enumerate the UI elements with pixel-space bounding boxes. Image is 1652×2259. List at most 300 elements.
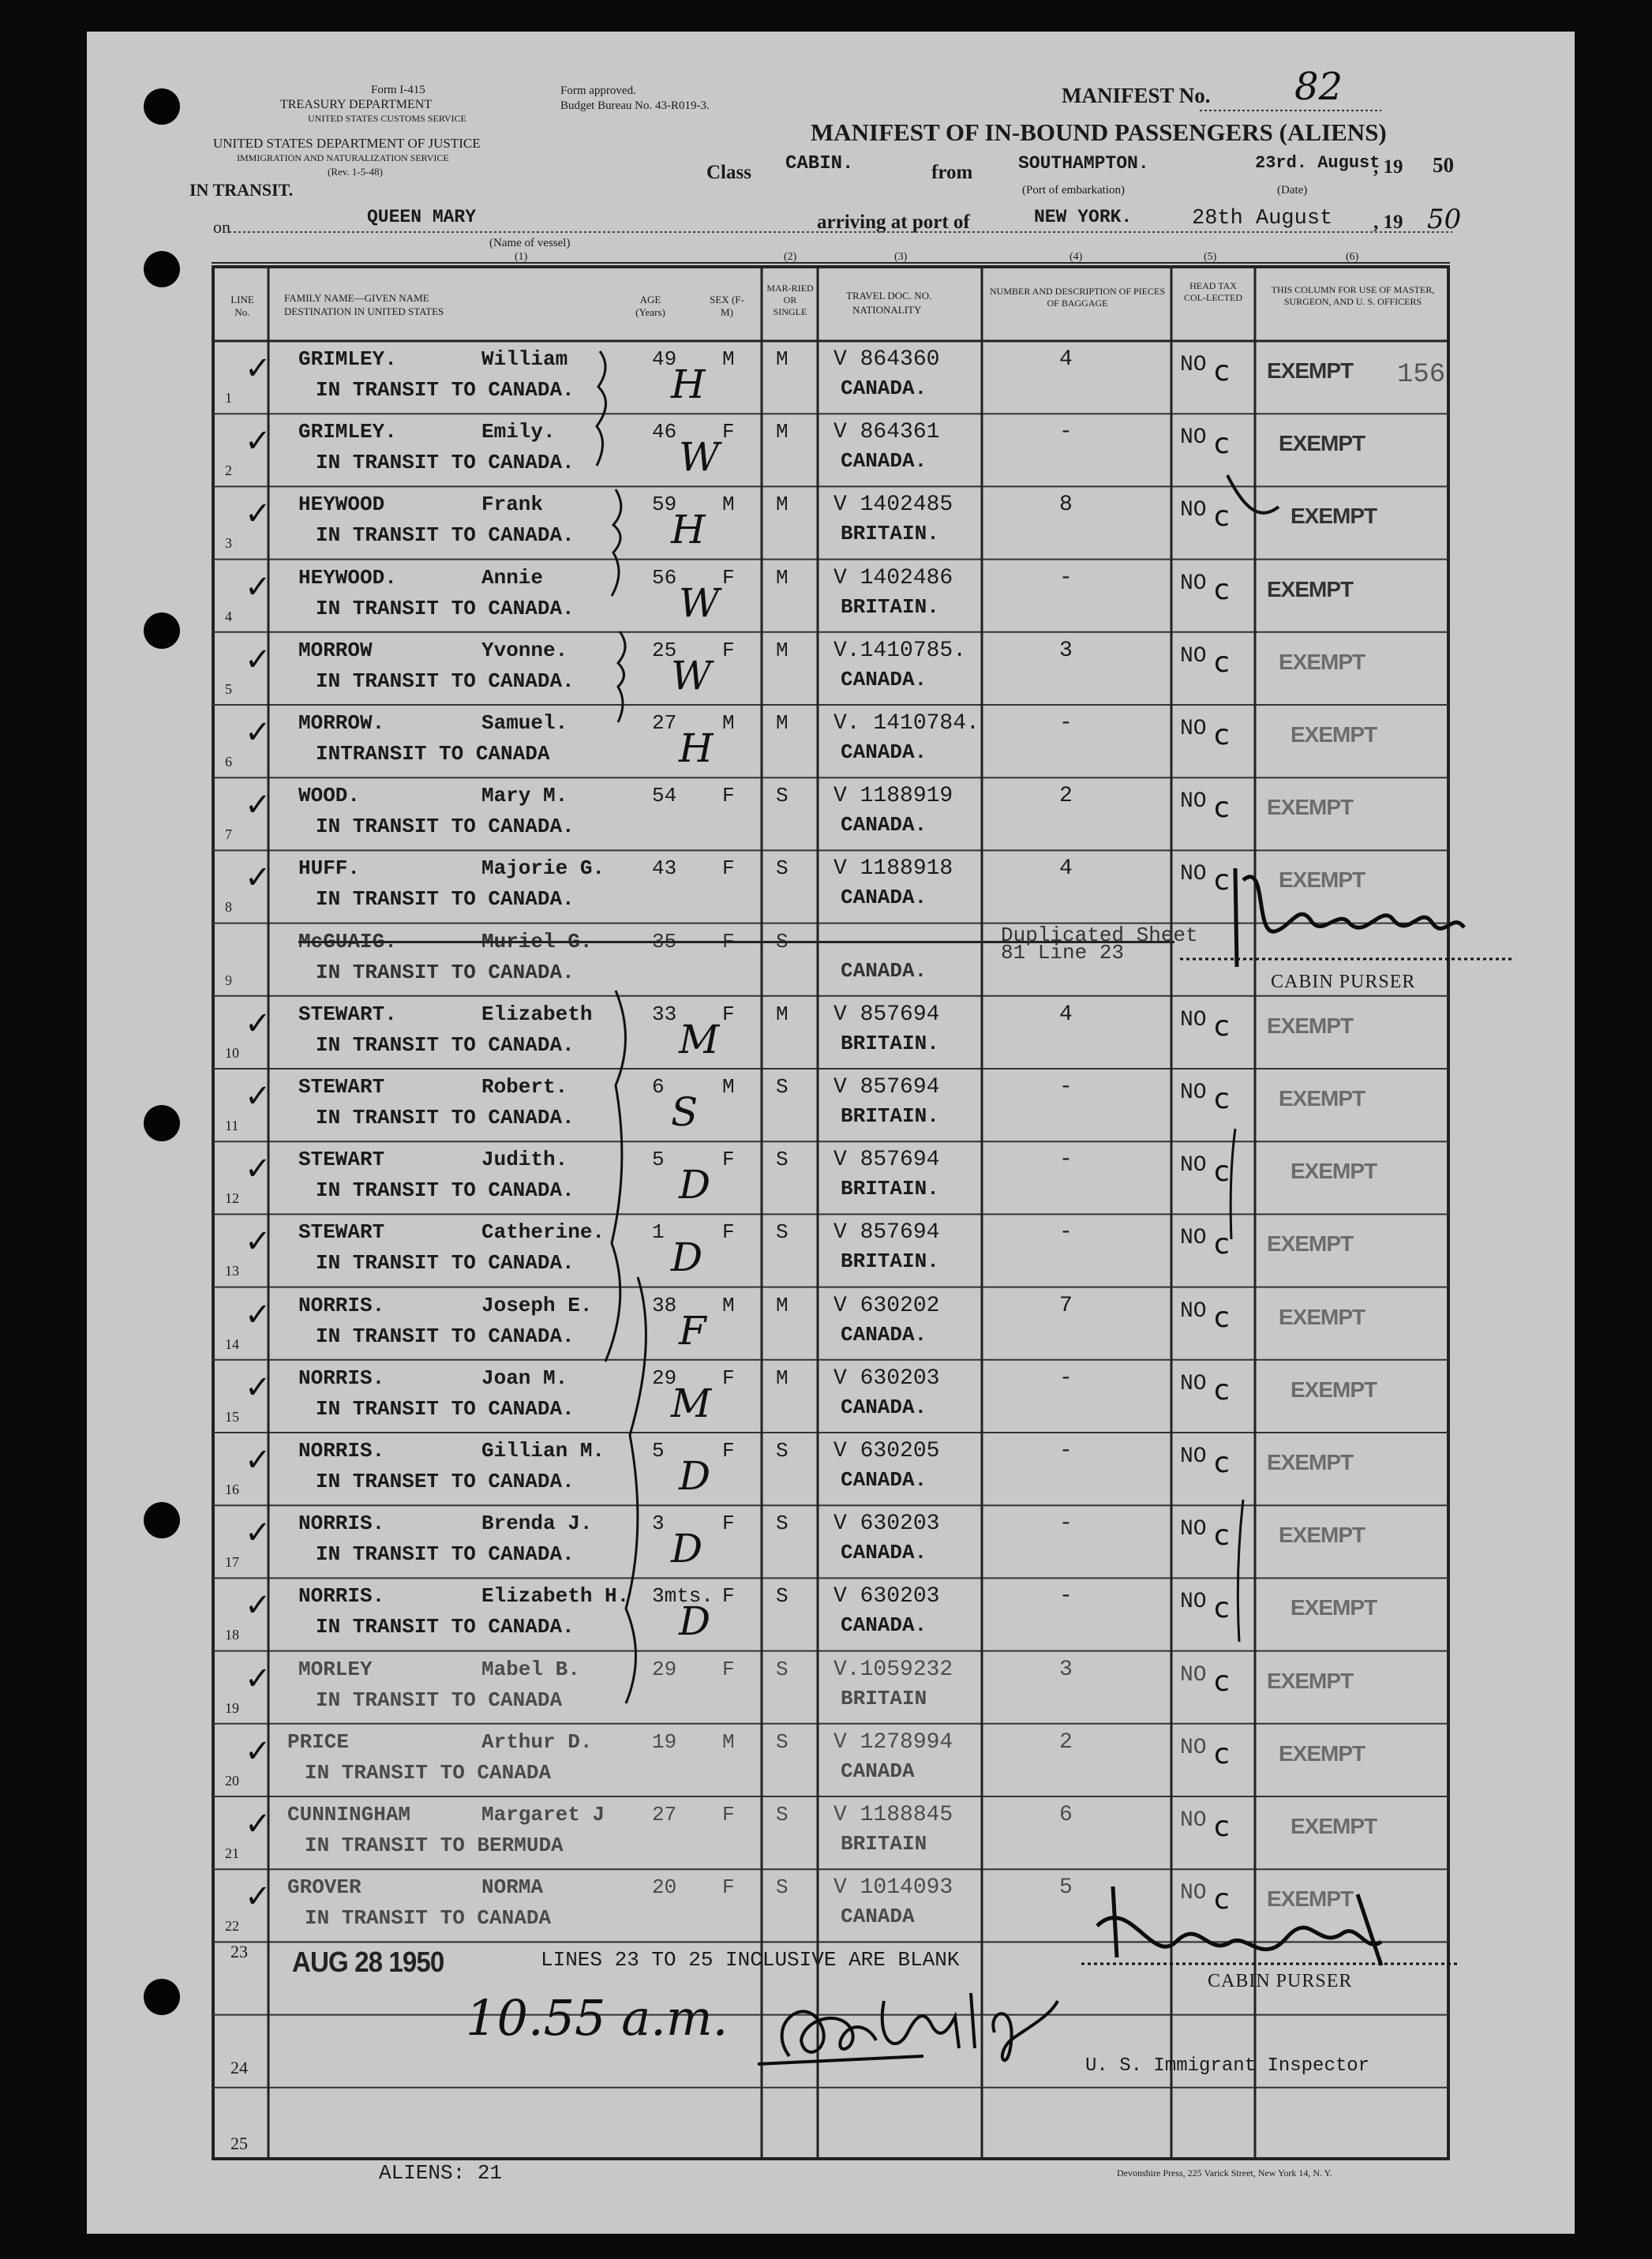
baggage-count: 3 <box>1059 638 1073 663</box>
handwritten-annotation: H <box>679 725 714 771</box>
exempt-stamp: EXEMPT <box>1279 1086 1365 1111</box>
given-name: Brenda J. <box>481 1512 593 1536</box>
exempt-stamp: EXEMPT <box>1291 504 1377 529</box>
exempt-stamp: EXEMPT <box>1279 649 1365 674</box>
given-name: Margaret J <box>481 1803 605 1826</box>
destination: IN TRANSIT TO CANADA. <box>316 960 575 984</box>
destination: IN TRANSIT TO CANADA <box>305 1906 552 1931</box>
baggage-count: - <box>1059 565 1073 590</box>
handwritten-annotation: W <box>679 579 720 626</box>
sex: F <box>722 1148 735 1172</box>
marital-status: S <box>776 1875 789 1900</box>
given-name: Annie <box>481 565 544 590</box>
exempt-stamp: EXEMPT <box>1279 867 1365 893</box>
marital-status: M <box>776 711 789 735</box>
destination: IN TRANSIT TO CANADA. <box>316 523 575 548</box>
destination: IN TRANSIT TO CANADA. <box>316 1615 575 1639</box>
nationality: BRITAIN. <box>841 1031 939 1055</box>
col-header-married: MAR-RIED OR SINGLE <box>766 283 814 317</box>
marital-status: S <box>776 1584 789 1609</box>
in-transit-label: IN TRANSIT. <box>189 180 294 200</box>
tick-mark-icon: ✓ <box>245 423 272 460</box>
handwritten-annotation: D <box>671 1234 703 1281</box>
sex: M <box>722 493 735 517</box>
tick-mark-icon: ✓ <box>245 787 272 824</box>
line-number: 3 <box>225 535 232 552</box>
destination: IN TRANSIT TO CANADA <box>305 1760 552 1785</box>
head-tax: NO <box>1180 1881 1207 1906</box>
family-name: PRICE <box>287 1729 350 1754</box>
sex: F <box>722 1366 735 1390</box>
age: 20 <box>652 1875 677 1900</box>
tick-mark-icon: ✓ <box>245 1660 272 1697</box>
handwritten-annotation: H <box>671 507 706 553</box>
destination: IN TRANSIT TO CANADA. <box>316 1251 575 1276</box>
travel-doc-number: V 1188919 <box>833 784 953 809</box>
handwritten-annotation: W <box>671 652 712 699</box>
tick-mark-icon: ✓ <box>245 496 272 533</box>
family-name: HUFF. <box>298 856 361 881</box>
nationality: CANADA. <box>841 813 927 837</box>
travel-doc-number: V 864361 <box>833 420 940 445</box>
tick-mark-icon: ✓ <box>245 1515 272 1552</box>
tick-mark-icon: ✓ <box>245 568 272 605</box>
sex: F <box>722 565 735 590</box>
col-header-travel-doc: TRAVEL DOC. NO. <box>846 290 932 302</box>
given-name: Emily. <box>481 420 556 444</box>
exempt-stamp: EXEMPT <box>1267 576 1354 601</box>
marital-status: S <box>776 1657 789 1681</box>
line-number: 19 <box>225 1699 239 1716</box>
family-name: NORRIS. <box>298 1366 385 1390</box>
head-tax: NO <box>1180 1517 1207 1542</box>
tax-check-icon: c <box>1214 1447 1230 1479</box>
col-number-5: (5) <box>1204 251 1217 263</box>
travel-doc-number: V 630202 <box>833 1293 940 1318</box>
manifest-label: MANIFEST No. <box>1062 84 1211 107</box>
exempt-stamp: EXEMPT <box>1279 1304 1365 1329</box>
nationality: CANADA <box>841 1905 915 1929</box>
marital-status: M <box>776 420 789 444</box>
tax-check-icon: c <box>1214 1883 1230 1916</box>
travel-doc-number: V 1188918 <box>833 856 953 882</box>
exempt-stamp: EXEMPT <box>1267 1886 1354 1912</box>
baggage-count: 3 <box>1059 1657 1073 1682</box>
nationality: CANADA. <box>841 1541 927 1565</box>
baggage-count: 6 <box>1059 1803 1073 1827</box>
marital-status: S <box>776 784 789 808</box>
family-name: HEYWOOD <box>298 493 385 517</box>
exempt-stamp: EXEMPT <box>1291 1595 1377 1620</box>
marital-status: S <box>776 856 789 881</box>
col-number-2: (2) <box>784 251 797 263</box>
nationality: CANADA. <box>841 740 927 764</box>
tick-mark-icon: ✓ <box>245 1296 272 1333</box>
tick-mark-icon: ✓ <box>245 1587 272 1624</box>
form-id: Form I-415 <box>371 84 425 96</box>
age: 3 <box>652 1512 665 1536</box>
departure-year: 50 <box>1433 153 1454 177</box>
nationality: BRITAIN. <box>841 1104 939 1128</box>
date-stamp: AUG 28 1950 <box>292 1946 444 1978</box>
vessel-name: QUEEN MARY <box>367 207 477 227</box>
ins-name: IMMIGRATION AND NATURALIZATION SERVICE <box>237 152 449 163</box>
col-header-line: LINE No. <box>230 294 254 318</box>
given-name: Catherine. <box>481 1220 605 1245</box>
col-header-nationality: NATIONALITY <box>852 304 922 316</box>
sex: M <box>722 347 735 371</box>
purser-signature-2 <box>1081 1879 1460 1981</box>
travel-doc-number: V 1402485 <box>833 493 953 518</box>
tick-mark-icon: ✓ <box>245 1733 272 1770</box>
exempt-stamp: EXEMPT <box>1267 1450 1354 1474</box>
line-number: 2 <box>225 463 232 479</box>
sex: F <box>722 1512 735 1536</box>
age: 43 <box>652 856 677 881</box>
age: 56 <box>652 565 677 590</box>
tax-check-icon: c <box>1214 428 1230 461</box>
sex: F <box>722 1803 735 1826</box>
family-name: STEWART <box>298 1220 385 1245</box>
date-caption: (Date) <box>1277 184 1308 197</box>
given-name: Arthur D. <box>481 1729 593 1754</box>
from-label: from <box>931 162 973 183</box>
line-number: 5 <box>225 680 232 697</box>
travel-doc-number: V 630203 <box>833 1512 940 1537</box>
tick-mark-icon: ✓ <box>245 1879 272 1916</box>
nationality: CANADA <box>841 1759 915 1783</box>
tax-check-icon: c <box>1214 355 1230 388</box>
baggage-count: 2 <box>1059 784 1073 809</box>
tax-check-icon: c <box>1214 1228 1230 1261</box>
exempt-stamp: EXEMPT <box>1267 1013 1354 1038</box>
exempt-stamp: EXEMPT <box>1279 1740 1365 1766</box>
arrival-year-prefix: , 19 <box>1373 212 1403 233</box>
head-tax: NO <box>1180 1007 1207 1032</box>
sex: F <box>722 1002 735 1026</box>
family-name: STEWART <box>298 1148 385 1172</box>
destination: IN TRANSIT TO CANADA. <box>316 1396 575 1421</box>
nationality: CANADA. <box>841 667 927 691</box>
exempt-stamp: EXEMPT <box>1279 1523 1365 1548</box>
travel-doc-number: V. 1410784. <box>833 711 980 736</box>
handwritten-annotation: D <box>679 1598 711 1645</box>
arrival-year: 50 <box>1427 204 1462 235</box>
baggage-count: 4 <box>1059 856 1073 882</box>
baggage-count: - <box>1059 711 1073 736</box>
marital-status: M <box>776 493 789 517</box>
sex: F <box>722 420 735 444</box>
travel-doc-number: V 857694 <box>833 1075 940 1100</box>
nationality: BRITAIN. <box>841 1249 939 1274</box>
col-header-age: AGE (Years) <box>635 294 665 318</box>
given-name: Judith. <box>481 1148 568 1172</box>
sex: F <box>722 1657 735 1681</box>
marital-status: M <box>776 347 789 371</box>
age: 5 <box>652 1148 665 1172</box>
age: 35 <box>652 929 677 953</box>
family-name: NORRIS. <box>298 1293 385 1317</box>
age: 29 <box>652 1657 677 1681</box>
tick-mark-icon: ✓ <box>245 1078 272 1115</box>
age: 33 <box>652 1002 677 1026</box>
marital-status: M <box>776 1293 789 1317</box>
family-name: MORROW <box>298 638 373 662</box>
duplicate-note: 81 Line 23 <box>1001 940 1125 965</box>
age: 59 <box>652 493 677 517</box>
handwritten-annotation: H <box>671 362 706 407</box>
head-tax: NO <box>1180 1590 1207 1615</box>
baggage-count: 8 <box>1059 493 1073 518</box>
purser-signature-1 <box>1180 864 1512 975</box>
head-tax: NO <box>1180 498 1207 523</box>
family-name: MORLEY <box>298 1657 373 1681</box>
travel-doc-number: V 857694 <box>833 1002 940 1027</box>
destination: IN TRANSIT TO CANADA. <box>316 1106 575 1130</box>
handwritten-annotation: D <box>679 1453 711 1499</box>
age: 27 <box>652 1803 677 1826</box>
budget-bureau: Budget Bureau No. 43-R019-3. <box>560 99 710 112</box>
destination: IN TRANSIT TO CANADA. <box>316 1032 575 1057</box>
marital-status: M <box>776 565 789 590</box>
travel-doc-number: V 630205 <box>833 1439 940 1463</box>
head-tax: NO <box>1180 717 1207 741</box>
destination: IN TRANSIT TO CANADA. <box>316 451 575 475</box>
destination: IN TRANSIT TO CANADA. <box>316 1324 575 1348</box>
nationality: CANADA. <box>841 958 927 983</box>
line-number: 4 <box>225 608 232 624</box>
given-name: Elizabeth <box>481 1002 593 1026</box>
travel-doc-number: V 857694 <box>833 1148 940 1173</box>
line-number-24: 24 <box>230 2058 248 2077</box>
line-number: 18 <box>225 1627 239 1643</box>
head-tax: NO <box>1180 862 1207 887</box>
destination: IN TRANSIT TO CANADA. <box>316 669 575 693</box>
duplicate-note: Duplicated Sheet <box>1001 923 1198 947</box>
travel-doc-number: V.1059232 <box>833 1657 953 1682</box>
given-name: William <box>481 347 568 371</box>
marital-status: S <box>776 929 789 953</box>
departure-date: 23rd. August <box>1255 153 1380 173</box>
baggage-count: 4 <box>1059 347 1073 372</box>
travel-doc-number: V 1014093 <box>833 1875 953 1901</box>
tax-check-icon: c <box>1214 1373 1230 1407</box>
line-number: 10 <box>225 1044 239 1061</box>
travel-doc-number: V 1278994 <box>833 1729 953 1755</box>
line-number: 13 <box>225 1263 239 1279</box>
marital-status: S <box>776 1439 789 1463</box>
marital-status: M <box>776 638 789 662</box>
sex: M <box>722 711 735 735</box>
sex: F <box>722 929 735 953</box>
head-tax: NO <box>1180 1735 1207 1760</box>
marital-status: S <box>776 1803 789 1826</box>
exempt-stamp: EXEMPT <box>1267 358 1354 383</box>
col-header-sex: SEX (F-M) <box>710 294 744 318</box>
customs-name: UNITED STATES CUSTOMS SERVICE <box>308 113 466 124</box>
baggage-count: 2 <box>1059 1729 1073 1755</box>
col-header-name: FAMILY NAME—GIVEN NAME <box>284 292 429 304</box>
tick-mark-icon: ✓ <box>245 350 272 387</box>
exempt-stamp: EXEMPT <box>1291 1377 1377 1402</box>
given-name: Elizabeth H. <box>481 1584 630 1609</box>
line-number: 9 <box>225 972 232 988</box>
tax-check-icon: c <box>1214 1519 1230 1553</box>
age: 25 <box>652 638 677 662</box>
tax-check-icon: c <box>1214 500 1230 534</box>
inspection-time: 10.55 a.m. <box>466 1989 729 2047</box>
age: 3mts. <box>652 1584 714 1609</box>
purser-title-2: CABIN PURSER <box>1208 1971 1353 1991</box>
exempt-stamp: EXEMPT <box>1267 1668 1354 1693</box>
tax-check-icon: c <box>1214 1811 1230 1843</box>
line-number: 7 <box>225 826 232 843</box>
col-number-6: (6) <box>1346 251 1359 263</box>
baggage-count: - <box>1059 1439 1073 1463</box>
marital-status: S <box>776 1148 789 1172</box>
age: 5 <box>652 1439 665 1463</box>
line-number: 20 <box>225 1772 239 1789</box>
given-name: Joseph E. <box>481 1293 593 1317</box>
tax-check-icon: c <box>1214 1592 1230 1625</box>
form-approved: Form approved. <box>560 84 636 97</box>
marital-status: M <box>776 1002 789 1026</box>
manifest-title: MANIFEST OF IN-BOUND PASSENGERS (ALIENS) <box>811 118 1387 146</box>
travel-doc-number: V 1188845 <box>833 1803 953 1827</box>
tick-mark-icon: ✓ <box>245 1369 272 1406</box>
line-number: 22 <box>225 1918 239 1935</box>
head-tax: NO <box>1180 1298 1207 1324</box>
travel-doc-number: V 857694 <box>833 1220 940 1246</box>
col-header-baggage: NUMBER AND DESCRIPTION OF PIECES OF BAGGAGE <box>989 286 1166 309</box>
family-name: McGUAIG. <box>298 929 397 953</box>
line-number-23: 23 <box>230 1942 248 1961</box>
arrival-port: NEW YORK. <box>1034 207 1133 227</box>
marital-status: M <box>776 1366 789 1390</box>
travel-doc-number: V 864360 <box>833 347 940 372</box>
nationality: CANADA. <box>841 1468 927 1492</box>
nationality: BRITAIN. <box>841 522 939 546</box>
tax-check-icon: c <box>1214 1010 1230 1043</box>
line-number: 17 <box>225 1554 239 1571</box>
col-header-officers: THIS COLUMN FOR USE OF MASTER, SURGEON, AND U. S. OFFICERS <box>1271 284 1435 307</box>
age: 29 <box>652 1366 677 1390</box>
line-number: 14 <box>225 1336 239 1352</box>
exempt-stamp: EXEMPT <box>1279 431 1365 456</box>
sex: F <box>722 1439 735 1463</box>
line-number: 21 <box>225 1845 239 1861</box>
travel-doc-number: V 630203 <box>833 1366 940 1391</box>
tax-check-icon: c <box>1214 1737 1230 1770</box>
handwritten-annotation: M <box>679 1016 720 1062</box>
sex: F <box>722 856 735 881</box>
baggage-count: - <box>1059 1512 1073 1537</box>
nationality: CANADA. <box>841 1395 927 1419</box>
inspector-signature <box>758 1977 1113 2080</box>
nationality: CANADA. <box>841 886 927 910</box>
baggage-count: - <box>1059 1075 1073 1100</box>
sex: M <box>722 1293 735 1317</box>
nationality: BRITAIN <box>841 1832 927 1856</box>
travel-doc-number: V 630203 <box>833 1584 940 1609</box>
handwritten-annotation: F <box>679 1307 706 1354</box>
baggage-count: - <box>1059 1584 1073 1609</box>
destination: IN TRANSIT TO CANADA. <box>316 887 575 912</box>
exempt-stamp: EXEMPT <box>1291 1814 1377 1838</box>
family-name: GRIMLEY. <box>298 420 397 444</box>
exempt-stamp: EXEMPT <box>1267 1231 1354 1257</box>
baggage-count: - <box>1059 420 1073 445</box>
baggage-count: 5 <box>1059 1875 1073 1901</box>
head-tax: NO <box>1180 571 1207 596</box>
destination: IN TRANSIT TO CANADA. <box>316 596 575 620</box>
given-name: Muriel G. <box>481 929 593 953</box>
head-tax: NO <box>1180 1444 1207 1469</box>
given-name: Mabel B. <box>481 1657 580 1681</box>
family-name: WOOD. <box>298 784 361 808</box>
arriving-label: arriving at port of <box>817 212 970 233</box>
sex: F <box>722 1875 735 1900</box>
age: 46 <box>652 420 677 444</box>
age: 27 <box>652 711 677 735</box>
tax-check-icon: c <box>1214 719 1230 751</box>
sex: F <box>722 638 735 662</box>
tax-check-icon: c <box>1214 646 1230 679</box>
family-name: GRIMLEY. <box>298 347 397 371</box>
nationality: BRITAIN. <box>841 1177 939 1201</box>
destination: IN TRANSIT TO BERMUDA <box>305 1834 564 1857</box>
head-tax: NO <box>1180 1153 1207 1178</box>
destination: IN TRANSIT TO CANADA. <box>316 378 575 402</box>
travel-doc-number: V 1402486 <box>833 565 953 590</box>
family-name: NORRIS. <box>298 1584 385 1609</box>
head-tax: NO <box>1180 1808 1207 1833</box>
given-name: Gillian M. <box>481 1439 605 1463</box>
vessel-caption: (Name of vessel) <box>489 237 571 249</box>
family-name: NORRIS. <box>298 1439 385 1463</box>
year-prefix: , 19 <box>1373 156 1403 178</box>
family-name: NORRIS. <box>298 1512 385 1536</box>
destination: IN TRANSIT TO CANADA <box>316 1688 563 1712</box>
tax-check-icon: c <box>1214 792 1230 825</box>
head-tax: NO <box>1180 1081 1207 1105</box>
handwritten-annotation: M <box>671 1380 712 1426</box>
col-number-4: (4) <box>1069 251 1083 263</box>
line-number: 8 <box>225 899 232 916</box>
blank-lines-note: LINES 23 TO 25 INCLUSIVE ARE BLANK <box>541 1948 960 1972</box>
on-label: on <box>213 217 230 237</box>
given-name: Joan M. <box>481 1366 568 1390</box>
line-number: 1 <box>225 390 232 406</box>
manifest-number: 82 <box>1294 65 1343 109</box>
handwritten-annotation: W <box>679 434 720 481</box>
marital-status: S <box>776 1729 789 1754</box>
tax-check-icon: c <box>1214 1083 1230 1115</box>
rev-date: (Rev. 1-5-48) <box>328 166 383 178</box>
age: 38 <box>652 1293 677 1317</box>
head-tax: NO <box>1180 1662 1207 1688</box>
aliens-total: ALIENS: 21 <box>379 2161 503 2185</box>
family-name: MORROW. <box>298 711 385 735</box>
baggage-count: - <box>1059 1148 1073 1173</box>
given-name: NORMA <box>481 1875 544 1900</box>
nationality: CANADA. <box>841 449 927 474</box>
line-number-25: 25 <box>230 2134 248 2153</box>
given-name: Frank <box>481 493 544 517</box>
line-number: 12 <box>225 1190 239 1207</box>
family-name: CUNNINGHAM <box>287 1803 411 1826</box>
class-label: Class <box>706 162 751 183</box>
